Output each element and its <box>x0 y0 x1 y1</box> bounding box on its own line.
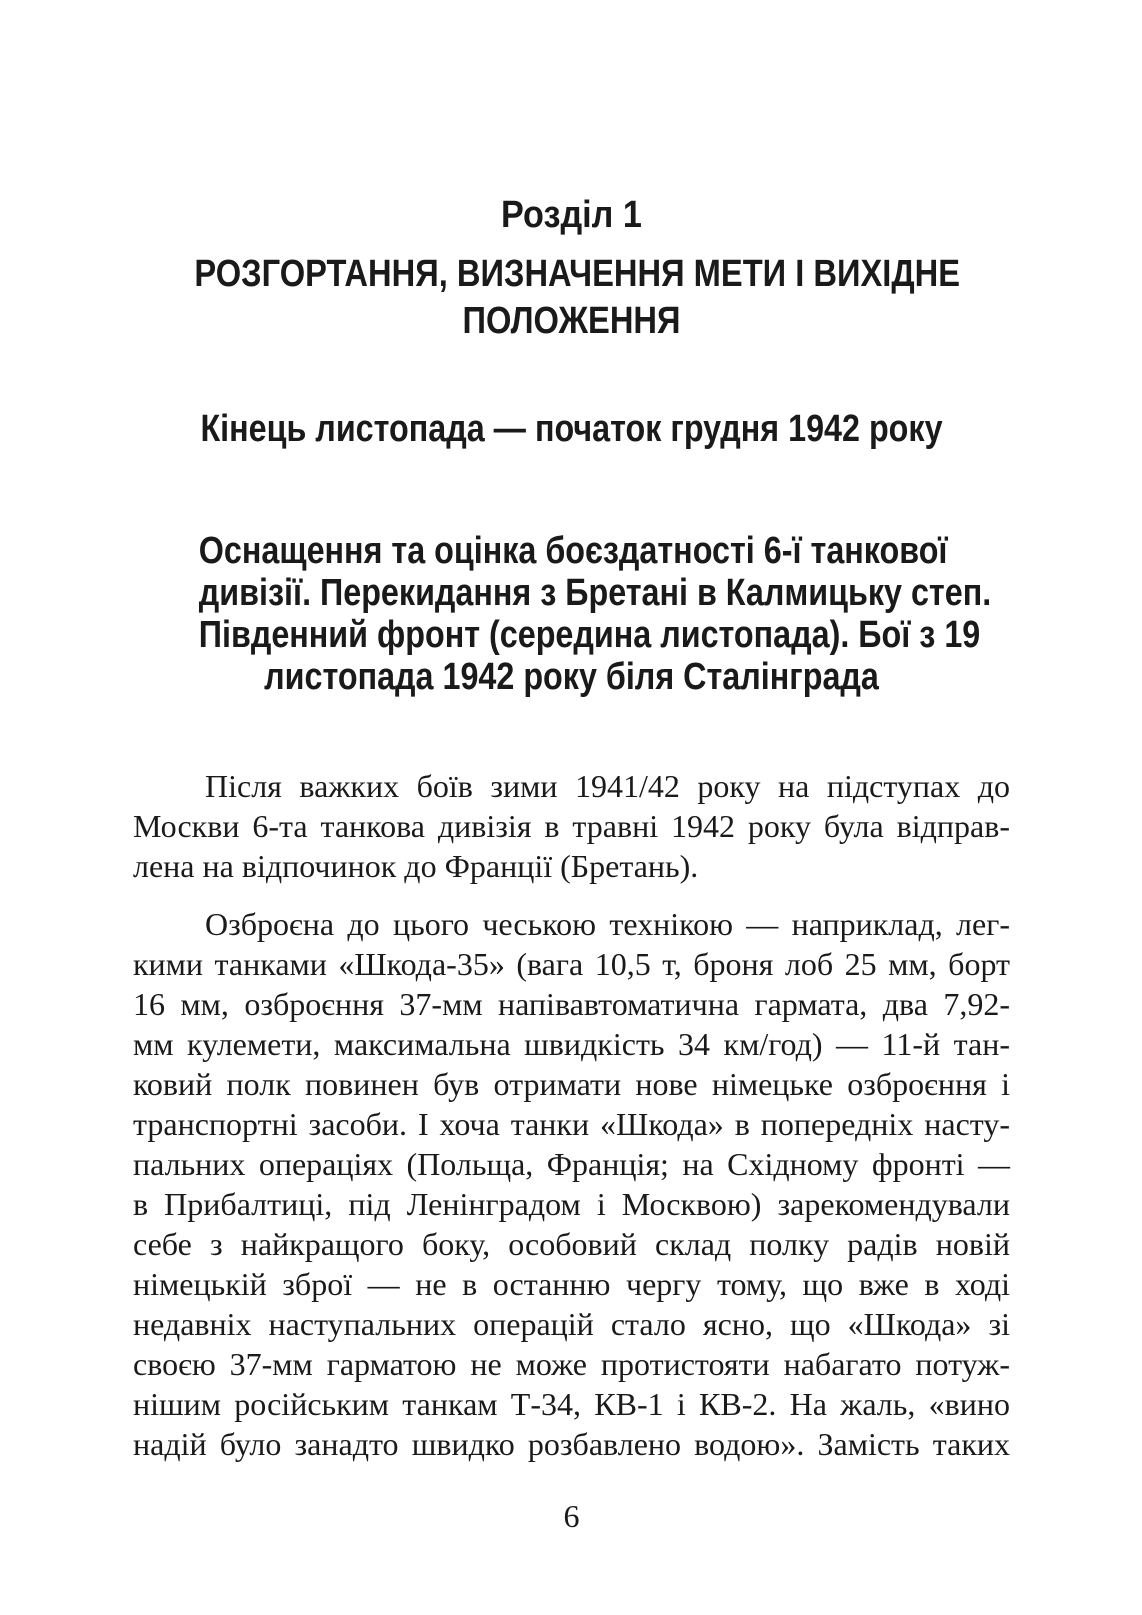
body-paragraph <box>133 766 1010 886</box>
paragraph-line: Після важких боїв зими 1941/42 року на підступах до <box>205 768 1010 804</box>
body-paragraph <box>133 904 1010 1464</box>
paragraph-line: ковий полк повинен був отримати нове німецьке озброєння і <box>133 1066 1010 1102</box>
section-heading <box>198 530 992 698</box>
paragraph-line: нішим російським танкам Т-34, КВ-1 і КВ-2. На жаль, «вино <box>133 1386 1010 1422</box>
paragraph-line: німецькій зброї — не в останню чергу тому, що вже в ході <box>133 1266 1010 1302</box>
chapter-subtitle: Кінець листопада — початок грудня 1942 року <box>200 408 943 450</box>
page-number: 6 <box>563 1498 580 1534</box>
paragraph-line: лена на відпочинок до Франції (Бретань). <box>133 848 699 884</box>
paragraph-line: в Прибалтиці, під Ленінградом і Москвою) зарекомендували <box>133 1186 1010 1222</box>
chapter-title-line: РОЗГОРТАННЯ, ВИЗНАЧЕННЯ МЕТИ І ВИХІДНЕ <box>194 253 961 295</box>
paragraph-line: 16 мм, озброєння 37-мм напівавтоматична гармата, два 7,92- <box>133 986 1010 1022</box>
paragraph-line: пальних операціях (Польща, Франція; на Східному фронті — <box>133 1146 1010 1182</box>
paragraph-line: себе з найкращого боку, особовий склад полку радів новій <box>133 1226 1010 1262</box>
section-heading-line: Південний фронт (середина листопада). Бої з 19 <box>198 614 981 656</box>
chapter-title-line: ПОЛОЖЕННЯ <box>462 300 681 342</box>
paragraph-line: Озброєна до цього чеською технікою — наприклад, лег- <box>205 906 1010 942</box>
paragraph-line: надій було занадто швидко розбавлено водою». Замість таких <box>133 1426 1010 1462</box>
paragraph-line: Москви 6-та танкова дивізія в травні 1942 року була відправ- <box>133 808 1010 844</box>
paragraph-line: транспортні засоби. І хоча танки «Шкода» в попередніх насту- <box>133 1106 1010 1142</box>
chapter-title <box>194 251 961 345</box>
paragraph-line: мм кулемети, максимальна швидкість 34 км/год) — 11-й тан- <box>133 1026 1010 1062</box>
section-heading-line: Оснащення та оцінка боєздатності 6-ї танкової <box>198 530 948 572</box>
section-heading-line: дивізії. Перекидання з Бретані в Калмицьку степ. <box>198 572 992 614</box>
section-heading-line: листопада 1942 року біля Сталінграда <box>264 656 879 698</box>
chapter-label: Розділ 1 <box>501 194 642 236</box>
paragraph-line: кими танками «Шкода-35» (вага 10,5 т, броня лоб 25 мм, борт <box>133 946 1010 982</box>
paragraph-line: недавніх наступальних операцій стало ясно, що «Шкода» зі <box>133 1306 1010 1342</box>
paragraph-line: своєю 37-мм гарматою не може протистояти набагато потуж- <box>133 1346 1010 1382</box>
